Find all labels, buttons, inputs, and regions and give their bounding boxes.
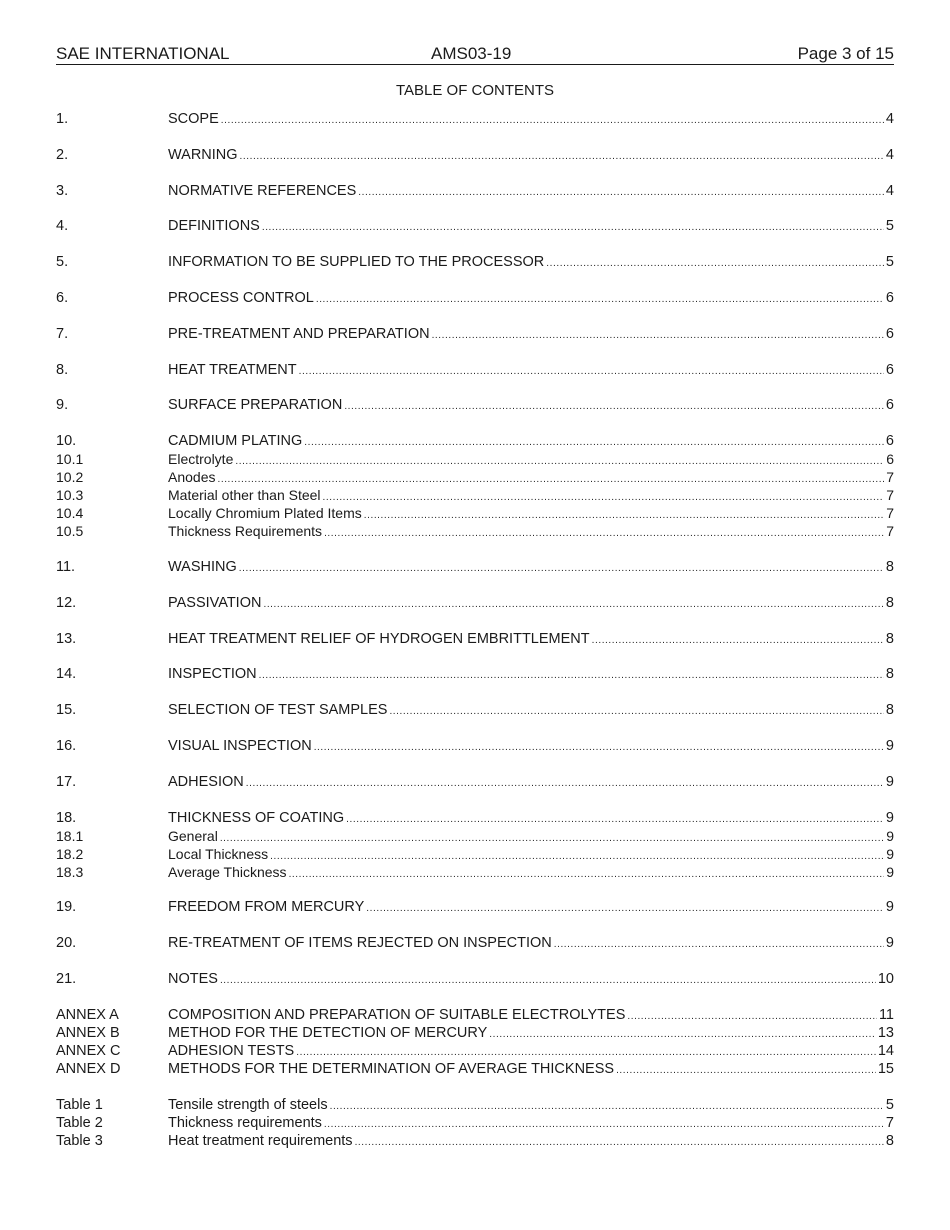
toc-dot-leader (221, 110, 884, 128)
toc-entry-title: Anodes (168, 469, 216, 486)
toc-dot-leader (270, 845, 884, 863)
toc-entry-number: 10.1 (56, 451, 84, 468)
toc-dot-leader (389, 701, 883, 719)
toc-entry-page: 5 (885, 254, 894, 271)
toc-dot-leader (324, 522, 884, 540)
toc-entry[interactable] (56, 737, 894, 755)
toc-entry-page: 8 (885, 1132, 894, 1149)
toc-entry-title: Thickness Requirements (168, 523, 323, 540)
toc-entry-title: SURFACE PREPARATION (168, 397, 343, 414)
toc-dot-leader (323, 486, 885, 504)
toc-dot-leader (616, 1060, 876, 1078)
toc-entry[interactable] (56, 1096, 894, 1114)
toc-dot-leader (289, 863, 885, 881)
toc-entry[interactable] (56, 934, 894, 952)
toc-entry-number: 2. (56, 146, 69, 163)
toc-entry[interactable] (56, 630, 894, 648)
toc-entry-page: 7 (886, 505, 894, 522)
toc-entry-page: 6 (885, 433, 894, 450)
toc-entry-title: PASSIVATION (168, 594, 262, 611)
toc-dot-leader (554, 934, 884, 952)
toc-entry-title: VISUAL INSPECTION (168, 737, 312, 754)
toc-entry-number: 11. (56, 558, 76, 575)
toc-entry-page: 9 (885, 737, 894, 754)
toc-entry-number: 3. (56, 182, 69, 199)
toc-entry[interactable] (56, 468, 894, 486)
toc-entry-page: 14 (877, 1042, 894, 1059)
toc-dot-leader (314, 737, 884, 755)
toc-dot-leader (299, 361, 884, 379)
toc-dot-leader (217, 468, 884, 486)
toc-entry-number: Table 3 (56, 1132, 103, 1149)
toc-entry[interactable] (56, 182, 894, 200)
toc-entry-title: CADMIUM PLATING (168, 433, 303, 450)
toc-entry-number: 9. (56, 397, 69, 414)
toc-entry-page: 6 (885, 361, 894, 378)
toc-dot-leader (324, 1114, 884, 1132)
toc-entry-page: 10 (877, 970, 894, 987)
toc-dot-leader (263, 594, 883, 612)
toc-entry-number: 10.4 (56, 505, 84, 522)
toc-entry-page: 8 (885, 666, 894, 683)
toc-entry-title: ADHESION TESTS (168, 1042, 295, 1059)
toc-entry-page: 15 (877, 1060, 894, 1077)
toc-entry-number: 7. (56, 325, 69, 342)
toc-entry-page: 9 (885, 773, 894, 790)
toc-entry[interactable] (56, 1060, 894, 1078)
toc-entry-title: SCOPE (168, 111, 219, 127)
toc-entry-page: 4 (885, 146, 894, 163)
toc-entry-page: 6 (885, 397, 894, 414)
toc-gap (56, 791, 894, 809)
toc-gap (56, 540, 894, 558)
toc-dot-leader (304, 432, 884, 450)
toc-entry-number: 15. (56, 702, 77, 719)
toc-entry[interactable] (56, 701, 894, 719)
toc-entry-number: ANNEX C (56, 1042, 121, 1059)
toc-gap (56, 414, 894, 432)
toc-dot-leader (240, 146, 884, 164)
toc-entry-page: 5 (885, 1096, 894, 1113)
toc-entry-page: 9 (886, 827, 894, 844)
toc-entry[interactable] (56, 110, 894, 128)
toc-entry-page: 9 (885, 899, 894, 916)
toc-entry-page: 4 (885, 182, 894, 199)
toc-entry-page: 8 (885, 594, 894, 611)
toc-entry-number: 14. (56, 666, 77, 683)
toc-entry-number: 10. (56, 433, 77, 450)
toc-entry-title: Heat treatment requirements (168, 1132, 353, 1149)
toc-gap (56, 307, 894, 325)
toc-entry-number: 10.5 (56, 523, 84, 540)
toc-entry[interactable] (56, 486, 894, 504)
toc-gap (56, 719, 894, 737)
toc-entry-page: 4 (885, 111, 894, 127)
toc-gap (56, 683, 894, 701)
toc-dot-leader (546, 253, 884, 271)
header-doc-id: AMS03-19 (431, 44, 512, 63)
toc-entry-title: Locally Chromium Plated Items (168, 505, 362, 522)
toc-entry-title: FREEDOM FROM MERCURY (168, 899, 365, 916)
toc-entry-page: 13 (877, 1024, 894, 1041)
toc-entry[interactable] (56, 450, 894, 468)
toc-entry-page: 7 (886, 523, 894, 540)
toc-entry[interactable] (56, 396, 894, 414)
toc-entry-title: DEFINITIONS (168, 218, 260, 235)
toc-gap (56, 755, 894, 773)
toc-entry[interactable] (56, 898, 894, 916)
toc-entry-number: 10.2 (56, 469, 84, 486)
toc-dot-leader (366, 898, 884, 916)
toc-entry-title: Local Thickness (168, 845, 269, 862)
toc-gap (56, 952, 894, 970)
toc-dot-leader (262, 217, 884, 235)
toc-entry-title: Thickness requirements (168, 1114, 322, 1131)
toc-entry[interactable] (56, 863, 894, 881)
toc-dot-leader (330, 1096, 884, 1114)
toc-entry[interactable] (56, 1024, 894, 1042)
toc-dot-leader (358, 182, 884, 200)
toc-entry-number: 8. (56, 361, 69, 378)
toc-gap (56, 379, 894, 397)
toc-entry[interactable] (56, 361, 894, 379)
toc-dot-leader (592, 630, 884, 648)
toc-entry-title: Tensile strength of steels (168, 1096, 328, 1113)
toc-entry[interactable] (56, 504, 894, 522)
toc-entry-number: Table 1 (56, 1096, 103, 1113)
toc-entry-number: 16. (56, 737, 77, 754)
toc-entry[interactable] (56, 253, 894, 271)
toc-entry-page: 8 (885, 702, 894, 719)
toc-dot-leader (355, 1132, 884, 1150)
toc-entry[interactable] (56, 146, 894, 164)
toc-dot-leader (259, 665, 884, 683)
toc-entry-page: 7 (885, 1114, 894, 1131)
toc-entry-number: 12. (56, 594, 77, 611)
toc-entry-title: METHOD FOR THE DETECTION OF MERCURY (168, 1024, 488, 1041)
toc-gap (56, 576, 894, 594)
toc-dot-leader (296, 1042, 876, 1060)
toc-entry[interactable] (56, 217, 894, 235)
toc-entry-title: PROCESS CONTROL (168, 289, 314, 306)
toc-entry[interactable] (56, 522, 894, 540)
toc-entry-title: Material other than Steel (168, 487, 321, 504)
toc-entry-number: 5. (56, 254, 69, 271)
toc-gap (56, 916, 894, 934)
toc-entry-number: 21. (56, 970, 77, 987)
toc-entry-number: 4. (56, 218, 69, 235)
toc-dot-leader (489, 1024, 876, 1042)
toc-gap (56, 881, 894, 899)
toc-entry-title: Average Thickness (168, 863, 287, 880)
toc-dot-leader (627, 1006, 877, 1024)
toc-entry-title: THICKNESS OF COATING (168, 809, 345, 826)
toc-entry[interactable] (56, 325, 894, 343)
toc-gap (56, 235, 894, 253)
toc-entry[interactable] (56, 1006, 894, 1024)
toc-entry-number: 18. (56, 809, 77, 826)
toc-entry-title: ADHESION (168, 773, 244, 790)
toc-entry-number: Table 2 (56, 1114, 103, 1131)
toc-entry-page: 7 (886, 487, 894, 504)
toc-entry-number: 10.3 (56, 487, 84, 504)
toc-entry-page: 6 (886, 451, 894, 468)
toc-entry-number: 6. (56, 289, 69, 306)
toc-dot-leader (346, 809, 884, 827)
toc-entry[interactable] (56, 594, 894, 612)
toc-entry-title: HEAT TREATMENT (168, 361, 297, 378)
toc-dot-leader (220, 827, 884, 845)
toc-entry-page: 9 (885, 809, 894, 826)
toc-gap (56, 128, 894, 146)
toc-gap (56, 164, 894, 182)
toc-entry-title: METHODS FOR THE DETERMINATION OF AVERAGE THICKNESS (168, 1060, 615, 1077)
toc-gap (56, 612, 894, 630)
toc-gap (56, 988, 894, 1006)
toc-entry[interactable] (56, 773, 894, 791)
toc-entry-page: 9 (885, 935, 894, 952)
toc-entry-page: 8 (885, 558, 894, 575)
toc-entry-title: NOTES (168, 970, 218, 987)
toc-entry-page: 6 (885, 325, 894, 342)
toc-dot-leader (316, 289, 884, 307)
toc-entry-number: 1. (56, 111, 69, 127)
toc-entry-number: ANNEX B (56, 1024, 120, 1041)
toc-entry-title: HEAT TREATMENT RELIEF OF HYDROGEN EMBRITTLEMENT (168, 630, 590, 647)
toc-entry-title: COMPOSITION AND PREPARATION OF SUITABLE ELECTROLYTES (168, 1006, 626, 1023)
toc-entry-page: 7 (886, 469, 894, 486)
toc-gap (56, 1078, 894, 1096)
header-page-number: Page 3 of 15 (797, 44, 894, 63)
toc-entry-title: Electrolyte (168, 451, 234, 468)
toc-entry[interactable] (56, 1042, 894, 1060)
toc-entry[interactable] (56, 827, 894, 845)
page-header (56, 44, 894, 65)
toc-entry-number: ANNEX D (56, 1060, 121, 1077)
toc-entry-title: RE-TREATMENT OF ITEMS REJECTED ON INSPECTION (168, 935, 552, 952)
toc-entry[interactable] (56, 665, 894, 683)
toc-entry-page: 6 (885, 289, 894, 306)
toc-entry-number: ANNEX A (56, 1006, 119, 1023)
toc-entry-page: 9 (886, 845, 894, 862)
toc-entry-number: 13. (56, 630, 77, 647)
toc-entry-title: WARNING (168, 146, 238, 163)
toc-dot-leader (246, 773, 884, 791)
toc-dot-leader (239, 558, 884, 576)
toc-entry-title: General (168, 827, 218, 844)
toc-entry[interactable] (56, 432, 894, 450)
toc-dot-leader (220, 970, 876, 988)
toc-entry[interactable] (56, 845, 894, 863)
toc-dot-leader (432, 325, 884, 343)
toc-entry-title: WASHING (168, 558, 237, 575)
toc-entry-page: 11 (878, 1006, 894, 1023)
toc-entry[interactable] (56, 970, 894, 988)
toc-entry-number: 18.3 (56, 863, 84, 880)
toc-gap (56, 200, 894, 218)
toc-entry[interactable] (56, 1132, 894, 1150)
toc-dot-leader (344, 396, 884, 414)
table-of-contents (56, 110, 894, 1150)
toc-entry-number: 18.1 (56, 827, 84, 844)
toc-gap (56, 343, 894, 361)
toc-entry-title: PRE-TREATMENT AND PREPARATION (168, 325, 430, 342)
toc-entry-title: SELECTION OF TEST SAMPLES (168, 702, 388, 719)
toc-entry[interactable] (56, 809, 894, 827)
toc-entry[interactable] (56, 289, 894, 307)
toc-entry-title: NORMATIVE REFERENCES (168, 182, 357, 199)
toc-title: TABLE OF CONTENTS (395, 82, 555, 99)
toc-entry-number: 19. (56, 899, 77, 916)
toc-gap (56, 271, 894, 289)
toc-entry[interactable] (56, 1114, 894, 1132)
toc-entry-number: 18.2 (56, 845, 84, 862)
toc-entry-title: INFORMATION TO BE SUPPLIED TO THE PROCESSOR (168, 254, 545, 271)
toc-entry-number: 20. (56, 935, 77, 952)
toc-gap (56, 648, 894, 666)
toc-entry-number: 17. (56, 773, 77, 790)
toc-entry-title: INSPECTION (168, 666, 257, 683)
toc-entry-page: 8 (885, 630, 894, 647)
toc-entry-page: 9 (886, 863, 894, 880)
toc-entry-page: 5 (885, 218, 894, 235)
toc-dot-leader (235, 450, 884, 468)
header-org: SAE INTERNATIONAL (56, 44, 230, 63)
toc-dot-leader (364, 504, 884, 522)
toc-entry[interactable] (56, 558, 894, 576)
